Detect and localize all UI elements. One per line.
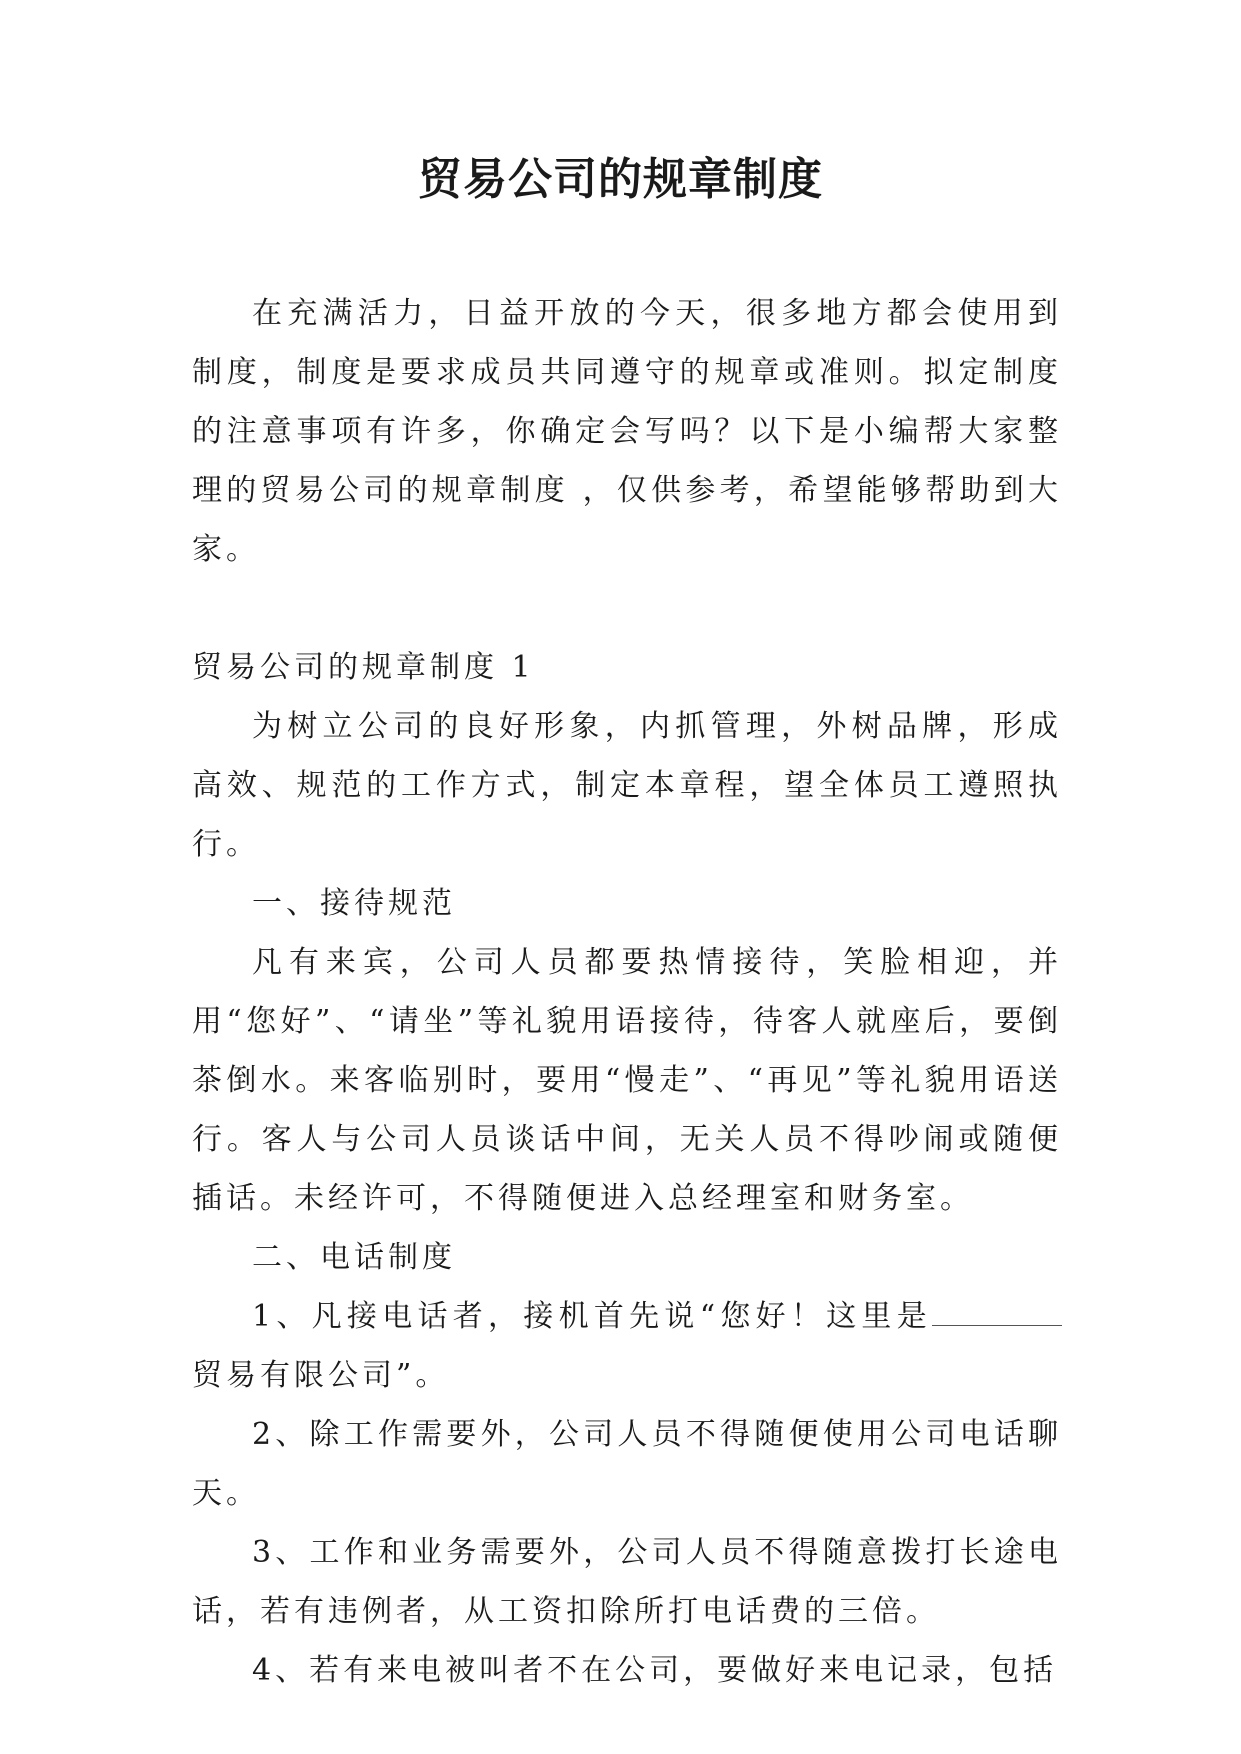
- intro-paragraph: 在充满活力，日益开放的今天，很多地方都会使用到制度，制度是要求成员共同遵守的规章或准则。拟定制度的注意事项有许多，你确定会写吗？以下是小编帮大家整理的贸易公司的规章制度 ，仅供参考，希望能够帮助到大家。: [192, 296, 1062, 567]
- document-title: 贸易公司的规章制度: [418, 154, 823, 205]
- purpose-paragraph: 为树立公司的良好形象，内抓管理，外树品牌，形成高效、规范的工作方式，制定本章程，望全体员工遵照执行。: [192, 709, 1062, 862]
- document-body: [192, 284, 1062, 1700]
- phone-item-4: 4、若有来电被叫者不在公司，要做好来电记录，包括: [252, 1653, 1058, 1688]
- phone-item-3: 3、工作和业务需要外，公司人员不得随意拨打长途电话，若有违例者，从工资扣除所打电话费的三倍。: [192, 1535, 1062, 1629]
- reception-paragraph: 凡有来宾，公司人员都要热情接待，笑脸相迎，并用“您好”、“请坐”等礼貌用语接待，待客人就座后，要倒茶倒水。来客临别时，要用“慢走”、“再见”等礼貌用语送行。客人与公司人员谈话中间，无关人员不得吵闹或随便插话。未经许可，不得随便进入总经理室和财务室。: [192, 945, 1062, 1216]
- heading-phone: 二、电话制度: [252, 1240, 456, 1275]
- phone-item-1: [192, 1287, 1062, 1405]
- phone-item-2: 2、除工作需要外，公司人员不得随便使用公司电话聊天。: [192, 1417, 1062, 1511]
- phone-item-1-text: 1、凡接电话者，接机首先说“您好！这里是: [252, 1299, 932, 1334]
- fill-in-blank: [932, 1295, 1062, 1326]
- section-title: 贸易公司的规章制度 1: [192, 650, 535, 685]
- phone-item-1-continuation: 贸易有限公司”。: [192, 1358, 450, 1393]
- heading-reception: 一、接待规范: [252, 886, 456, 921]
